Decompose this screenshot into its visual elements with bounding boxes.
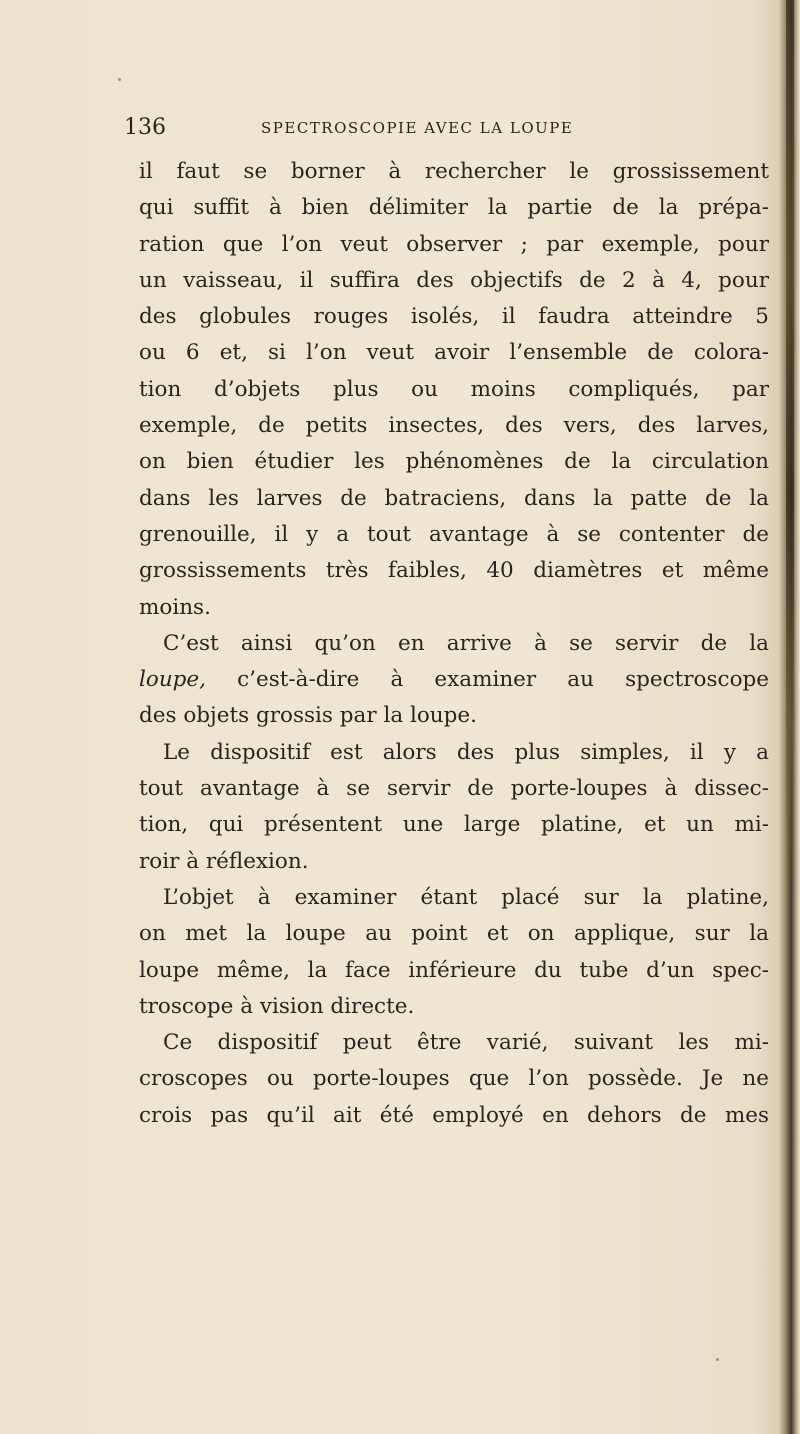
- text-line: moins.: [139, 594, 211, 620]
- text-line: ration que l’on veut observer ; par exemple, pour: [139, 231, 769, 257]
- text-line: il faut se borner à rechercher le grossissement: [139, 159, 769, 184]
- text-line: roir à réflexion.: [139, 848, 309, 874]
- text-line: tion, qui présentent une large platine, et un mi-: [139, 812, 769, 838]
- text-line: L’objet à examiner étant placé sur la platine,: [163, 884, 769, 910]
- binding-edge: [786, 0, 794, 900]
- text-line: crois pas qu’il ait été employé en dehors de mes: [139, 1102, 769, 1128]
- text-line: grenouille, il y a tout avantage à se contenter de: [139, 521, 769, 547]
- text-line: loupe même, la face inférieure du tube d’un spec-: [139, 957, 769, 983]
- text-line: Le dispositif est alors des plus simples, il y a: [163, 739, 769, 765]
- text-line: C’est ainsi qu’on en arrive à se servir de la: [163, 630, 769, 656]
- text-line: grossissements très faibles, 40 diamètres et même: [139, 558, 769, 584]
- text-line: exemple, de petits insectes, des vers, des larves,: [139, 413, 769, 439]
- text-line: troscope à vision directe.: [139, 993, 415, 1019]
- text-line-rest: c’est-à-dire à examiner au spectroscope: [206, 667, 769, 693]
- text-line: on bien étudier les phénomènes de la circulation: [139, 449, 769, 475]
- text-line: croscopes ou porte-loupes que l’on possède. Je ne: [139, 1066, 769, 1092]
- text-line: Ce dispositif peut être varié, suivant les mi-: [163, 1030, 769, 1056]
- body-text: [139, 154, 769, 1134]
- text-line: dans les larves de batraciens, dans la patte de la: [139, 485, 769, 511]
- italic-term: loupe,: [139, 667, 206, 693]
- text-line: ou 6 et, si l’on veut avoir l’ensemble de colora-: [139, 340, 769, 366]
- page-header: [124, 115, 624, 149]
- text-line: qui suffit à bien délimiter la partie de la prépa-: [139, 195, 769, 221]
- page-number: 136: [124, 115, 166, 140]
- text-line: on met la loupe au point et on applique, sur la: [139, 921, 769, 947]
- text-line: [139, 662, 769, 698]
- text-line: tion d’objets plus ou moins compliqués, par: [139, 376, 769, 402]
- text-line: des objets grossis par la loupe.: [139, 703, 477, 729]
- text-line: des globules rouges isolés, il faudra atteindre 5: [139, 304, 769, 330]
- paper-speck: [118, 78, 121, 81]
- text-line: un vaisseau, il suffira des objectifs de 2 à 4, pour: [139, 267, 769, 293]
- text-line: tout avantage à se servir de porte-loupes à dissec-: [139, 776, 769, 802]
- paper-speck: [716, 1358, 719, 1361]
- running-title: SPECTROSCOPIE AVEC LA LOUPE: [261, 119, 574, 137]
